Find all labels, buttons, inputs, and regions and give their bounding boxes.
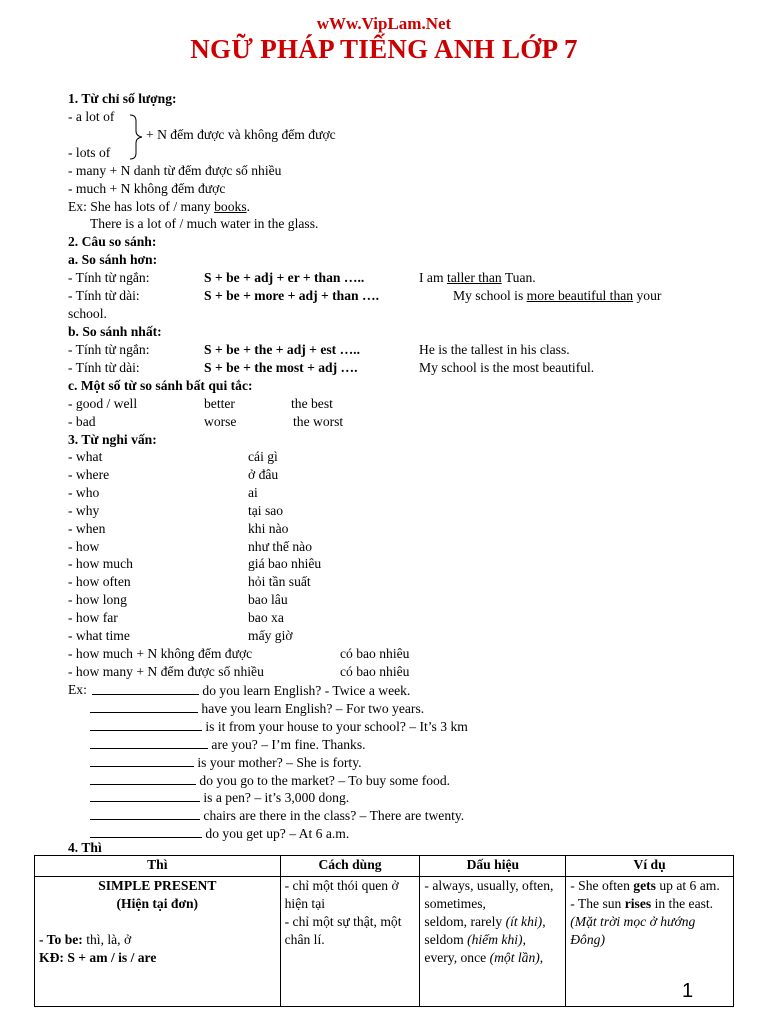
- question-word: - how often: [68, 574, 131, 590]
- sup-long-formula: S + be + the most + adj ….: [204, 360, 358, 375]
- sup-long-example: My school is the most beautiful.: [419, 360, 595, 375]
- answer-blank[interactable]: [90, 789, 200, 802]
- exercise-item: [90, 789, 349, 806]
- comp-long-wrap: school.: [68, 306, 107, 321]
- usage-cell: [280, 877, 420, 1007]
- exercise-item: [90, 825, 349, 842]
- exercise-item: [90, 772, 450, 789]
- section-3-heading: 3. Từ nghi vấn:: [68, 432, 157, 447]
- affirmative-formula: KĐ: S + am / is / are: [39, 950, 157, 965]
- comparative-heading: a. So sánh hơn:: [68, 252, 158, 267]
- irregular-comparative: better: [204, 396, 235, 411]
- page-number: 1: [682, 980, 694, 1002]
- sup-short-example: He is the tallest in his class.: [419, 342, 570, 357]
- answer-blank[interactable]: [92, 682, 199, 695]
- question-word-meaning: bao xa: [248, 610, 284, 626]
- example-1: Ex: She has lots of / many books.: [68, 199, 251, 214]
- exercise-text: is it from your house to your school? – It’s 3 km: [205, 718, 468, 734]
- answer-blank[interactable]: [90, 772, 196, 785]
- question-word: - what: [68, 449, 103, 464]
- question-word-meaning: như thế nào: [248, 538, 312, 554]
- exercise-text: do you get up? – At 6 a.m.: [205, 826, 350, 842]
- exercise-text: chairs are there in the class? – There are twenty.: [203, 808, 465, 824]
- irregular-base: - bad: [68, 414, 96, 429]
- question-word-meaning: tại sao: [248, 502, 284, 518]
- question-word: - how far: [68, 610, 118, 626]
- exercise-text: do you learn English? - Twice a week.: [202, 683, 411, 698]
- question-word: - who: [68, 484, 100, 500]
- irregular-comparative: worse: [204, 414, 237, 429]
- exercise-item: [90, 718, 468, 735]
- lots-of-line: - lots of: [68, 145, 111, 160]
- irregular-heading: c. Một số từ so sánh bất qui tắc:: [68, 378, 253, 393]
- question-word: - how much: [68, 556, 133, 572]
- example-rises: - The sun rises in the east. (Mặt trời mọc ở hướng Đông): [570, 896, 714, 947]
- section-4-heading: 4. Thì: [68, 840, 102, 855]
- question-word-meaning: ở đâu: [248, 466, 279, 482]
- example-gets: - She often gets up at 6 am.: [570, 878, 720, 893]
- exercise-item: [90, 754, 362, 771]
- question-word: - how: [68, 538, 100, 554]
- how-many-count: - how many + N đếm được số nhiều: [68, 664, 264, 679]
- header-tense: Thì: [35, 856, 281, 877]
- answer-blank[interactable]: [90, 718, 202, 731]
- site-url: wWw.VipLam.Net: [316, 14, 452, 33]
- exercise-text: are you? – I’m fine. Thanks.: [211, 736, 366, 752]
- answer-blank[interactable]: [90, 825, 202, 838]
- curly-brace-icon: [128, 113, 148, 161]
- comp-short-label: - Tính từ ngắn:: [68, 270, 150, 285]
- question-word-meaning: cái gì: [248, 449, 278, 464]
- usage-truth: - chỉ một sự thật, một chân lí.: [284, 914, 402, 947]
- question-word-meaning: mấy giờ: [248, 628, 293, 643]
- sup-long-label: - Tính từ dài:: [68, 360, 140, 375]
- question-word: - when: [68, 520, 106, 536]
- question-word-meaning: hỏi tần suất: [248, 574, 311, 590]
- irregular-superlative: the best: [291, 396, 333, 411]
- exercise-item: [90, 807, 464, 824]
- question-word: - why: [68, 502, 100, 518]
- question-word: - how long: [68, 592, 127, 608]
- tense-cell: [35, 877, 281, 1007]
- signal-words-3: seldom (hiếm khi),: [424, 932, 526, 947]
- example-2: There is a lot of / much water in the glass.: [90, 216, 319, 231]
- comp-short-example: I am taller than Tuan.: [419, 270, 536, 285]
- header-example: Ví dụ: [566, 856, 734, 877]
- exercise-item: [90, 736, 366, 753]
- tense-vietnamese: (Hiện tại đơn): [116, 896, 199, 911]
- example-cell: [566, 877, 734, 1007]
- tense-table: [34, 855, 734, 1007]
- much-line: - much + N không đếm được: [68, 181, 226, 196]
- signal-words-2: seldom, rarely (ít khi),: [424, 914, 546, 929]
- question-word-meaning: bao lâu: [248, 592, 288, 608]
- page-title: NGỮ PHÁP TIẾNG ANH LỚP 7: [190, 34, 578, 64]
- table-row: [35, 877, 734, 1007]
- section-2-heading: 2. Câu so sánh:: [68, 234, 157, 249]
- sup-short-label: - Tính từ ngắn:: [68, 342, 150, 357]
- header-signal: Dấu hiệu: [420, 856, 566, 877]
- many-line: - many + N danh từ đếm được số nhiều: [68, 163, 282, 178]
- exercise-label: Ex:: [68, 682, 87, 697]
- comp-short-formula: S + be + adj + er + than …..: [204, 270, 365, 285]
- exercise-text: is a pen? – it’s 3,000 dong.: [203, 790, 350, 806]
- header-usage: Cách dùng: [280, 856, 420, 877]
- answer-blank[interactable]: [90, 700, 198, 713]
- comp-long-label: - Tính từ dài:: [68, 288, 140, 303]
- question-word: - what time: [68, 628, 130, 643]
- how-much-uncount-meaning: có bao nhiêu: [340, 646, 410, 661]
- exercise-text: do you go to the market? – To buy some food.: [199, 772, 451, 788]
- tense-name: SIMPLE PRESENT: [98, 878, 217, 893]
- how-much-uncount: - how much + N không đếm được: [68, 646, 253, 661]
- a-lot-of-line: - a lot of: [68, 109, 115, 124]
- answer-blank[interactable]: [90, 754, 194, 767]
- section-1-heading: 1. Từ chỉ số lượng:: [68, 91, 177, 106]
- comp-long-example: My school is more beautiful than your: [453, 288, 662, 303]
- comp-long-formula: S + be + more + adj + than ….: [204, 288, 379, 303]
- usage-habit: - chỉ một thói quen ở hiện tại: [284, 878, 399, 911]
- superlative-heading: b. So sánh nhất:: [68, 324, 162, 339]
- irregular-base: - good / well: [68, 396, 138, 411]
- sup-short-formula: S + be + the + adj + est …..: [204, 342, 360, 357]
- exercise-item: [92, 682, 410, 699]
- question-word-meaning: ai: [248, 484, 258, 500]
- how-many-count-meaning: có bao nhiêu: [340, 664, 410, 679]
- answer-blank[interactable]: [90, 807, 200, 820]
- signal-words-1: - always, usually, often, sometimes,: [424, 878, 554, 911]
- signal-words-4: every, once (một lần),: [424, 950, 544, 965]
- exercise-text: have you learn English? – For two years.: [201, 700, 425, 716]
- signal-cell: [420, 877, 566, 1007]
- irregular-superlative: the worst: [293, 414, 344, 429]
- question-word-meaning: giá bao nhiêu: [248, 556, 322, 572]
- exercise-text: is your mother? – She is forty.: [197, 754, 362, 770]
- answer-blank[interactable]: [90, 736, 208, 749]
- exercise-item: [90, 700, 424, 717]
- table-header-row: [35, 856, 734, 877]
- question-word: - where: [68, 466, 110, 482]
- brace-text: + N đếm được và không đếm được: [146, 127, 336, 142]
- to-be-line: - To be: thì, là, ở: [39, 932, 132, 947]
- question-word-meaning: khi nào: [248, 520, 289, 536]
